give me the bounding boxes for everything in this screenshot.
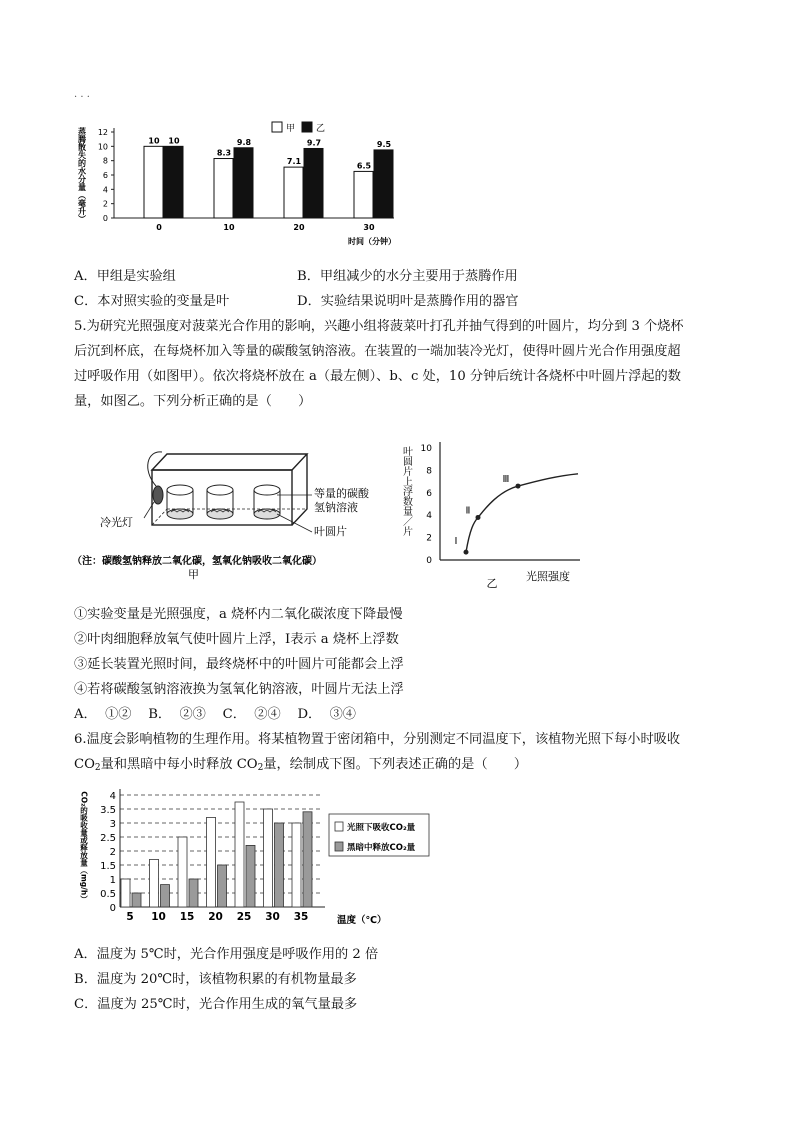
q6-co2-b-sub: 2 bbox=[257, 763, 264, 773]
top-mark: · · · bbox=[74, 92, 90, 103]
solution-label-1: 等量的碳酸 bbox=[314, 487, 369, 500]
chart3-x-tick-label: 25 bbox=[236, 911, 252, 923]
chart1-data-label: 10 bbox=[148, 136, 160, 146]
curve-ytick-label: 4 bbox=[426, 511, 432, 522]
chart1-x-tick-label: 0 bbox=[156, 223, 162, 232]
chart3-bar bbox=[235, 802, 244, 907]
chart3-ytick-label: 2.5 bbox=[100, 833, 116, 844]
q5-statement-4: ④若将碳酸氢钠溶液换为氢氧化钠溶液，叶圆片无法上浮 bbox=[74, 682, 404, 697]
curve-point-label: Ⅱ bbox=[465, 505, 471, 517]
chart1-ytick-label: 8 bbox=[102, 156, 108, 166]
chart3-legend-label: 光照下吸收CO₂量 bbox=[347, 823, 416, 833]
chart3-x-tick-label: 5 bbox=[126, 911, 134, 923]
q5-stem-line-2: 后沉到杯底，在每烧杯加入等量的碳酸氢钠溶液。在装置的一端加装冷光灯，使得叶圆片光合作用强度超 bbox=[74, 344, 681, 359]
curve-figure-yi bbox=[398, 428, 598, 590]
chart1-bar-乙 bbox=[164, 146, 183, 218]
chart1-legend-yi: 乙 bbox=[316, 124, 326, 134]
chart3-ytick-label: 3.5 bbox=[100, 805, 116, 816]
chart3-bar bbox=[161, 885, 170, 907]
curve-point bbox=[464, 550, 469, 555]
beaker-a bbox=[167, 485, 193, 519]
chart1-x-tick-label: 20 bbox=[293, 223, 305, 232]
q5-statement-3: ③延长装置光照时间，最终烧杯中的叶圆片可能都会上浮 bbox=[74, 657, 404, 672]
curve-point-label: Ⅲ bbox=[502, 474, 510, 486]
chart1-data-label: 9.5 bbox=[376, 139, 392, 149]
chart3-x-tick-label: 20 bbox=[208, 911, 223, 923]
beaker-b bbox=[207, 485, 233, 519]
q4-option-a[interactable]: A．甲组是实验组 bbox=[74, 269, 176, 284]
chart1-ytick-label: 12 bbox=[97, 128, 108, 137]
box-side bbox=[292, 454, 307, 525]
q5-stem-line-1: 5.为研究光照强度对菠菜光合作用的影响，兴趣小组将菠菜叶打孔并抽气得到的叶圆片，均分到 3 个烧杯 bbox=[74, 319, 684, 334]
chart1-data-label: 7.1 bbox=[286, 157, 302, 167]
q6-stem-line-2 bbox=[74, 753, 527, 773]
curve-point-label: Ⅰ bbox=[454, 536, 458, 548]
chart3-ytick-label: 0 bbox=[109, 903, 116, 914]
cold-lamp bbox=[153, 486, 163, 504]
q4-option-d[interactable]: D．实验结果说明叶是蒸腾作用的器官 bbox=[297, 294, 519, 309]
chart3-legend-swatch bbox=[335, 842, 343, 851]
chart1-ytick-label: 10 bbox=[97, 142, 108, 152]
chart1-ylabel: 蒸腾散失的水分量（毫升） bbox=[77, 127, 87, 223]
chart3-x-tick-label: 15 bbox=[179, 911, 195, 923]
q4-option-c[interactable]: C．本对照实验的变量是叶 bbox=[74, 294, 230, 309]
chart1-bar-甲 bbox=[284, 167, 303, 218]
chart3-x-tick-label: 30 bbox=[265, 911, 280, 923]
curve-xlabel: 光照强度 bbox=[526, 570, 570, 583]
chart1-legend-swatch-yi bbox=[302, 122, 312, 132]
curve-ytick-label: 6 bbox=[426, 488, 432, 499]
curve-ylabel: 叶圆片上浮数量／片 bbox=[400, 446, 412, 536]
curve-point bbox=[476, 515, 481, 520]
chart1-ytick-label: 2 bbox=[102, 199, 108, 209]
chart1-data-label: 9.7 bbox=[306, 138, 322, 148]
apparatus-note: （注：碳酸氢钠释放二氧化碳，氢氧化钠吸收二氧化碳） bbox=[72, 556, 322, 567]
chart1-ytick-label: 0 bbox=[102, 214, 108, 223]
chart3-x-tick-label: 10 bbox=[151, 911, 166, 923]
chart1-legend-jia: 甲 bbox=[286, 124, 296, 134]
chart1-data-label: 9.8 bbox=[236, 137, 252, 147]
q6-co2-a-sub: 2 bbox=[94, 763, 101, 773]
chart1-ytick-label: 6 bbox=[102, 171, 108, 180]
chart1-data-label: 8.3 bbox=[216, 148, 232, 158]
chart3-bar bbox=[303, 812, 312, 907]
apparatus-figure-jia bbox=[72, 440, 392, 580]
chart3-bar bbox=[189, 879, 198, 907]
lamp-label: 冷光灯 bbox=[100, 516, 133, 529]
curve-ytick-label: 10 bbox=[420, 444, 432, 454]
chart3-ytick-label: 4 bbox=[109, 791, 116, 802]
chart3-bar bbox=[121, 879, 130, 907]
box-hidden-edge bbox=[152, 509, 167, 525]
co2-bar-chart bbox=[72, 782, 432, 932]
q4-option-b[interactable]: B．甲组减少的水分主要用于蒸腾作用 bbox=[297, 269, 518, 284]
q6-stem-line-1: 6.温度会影响植物的生理作用。将某植物置于密闭箱中，分别测定不同温度下，该植物光照下每小时吸收 bbox=[74, 732, 681, 747]
curve-line bbox=[466, 474, 578, 552]
chart3-bar bbox=[264, 809, 273, 907]
chart3-bar bbox=[218, 865, 227, 907]
chart3-xlabel: 温度（℃） bbox=[337, 915, 387, 926]
chart1-bar-甲 bbox=[144, 146, 163, 218]
transpiration-bar-chart bbox=[72, 108, 402, 248]
chart1-legend-swatch-jia bbox=[272, 122, 282, 132]
chart1-bar-乙 bbox=[374, 150, 393, 218]
chart3-bar bbox=[207, 817, 216, 907]
chart1-bar-乙 bbox=[304, 148, 323, 218]
chart3-ytick-label: 1 bbox=[109, 875, 116, 886]
figure-jia-caption: 甲 bbox=[188, 568, 199, 580]
chart3-bar bbox=[292, 823, 301, 907]
chart1-bar-甲 bbox=[354, 171, 373, 218]
chart1-x-tick-label: 30 bbox=[363, 223, 375, 232]
q5-stem-line-3: 过呼吸作用（如图甲）。依次将烧杯放在 a（最左侧）、b、c 处，10 分钟后统计各烧杯中叶圆片浮起的数 bbox=[74, 369, 681, 384]
chart3-bar bbox=[275, 823, 284, 907]
q6-stem-end: 量，绘制成下图。下列表述正确的是（ ） bbox=[263, 757, 528, 772]
beaker-c bbox=[254, 485, 280, 519]
q6-stem-mid: 量和黑暗中每小时释放 CO bbox=[100, 757, 258, 772]
chart1-ytick-label: 4 bbox=[102, 185, 108, 195]
chart1-x-tick-label: 10 bbox=[223, 223, 235, 232]
chart3-bar bbox=[246, 845, 255, 907]
chart2-group bbox=[401, 442, 581, 590]
chart3-legend-label: 黑暗中释放CO₂量 bbox=[347, 843, 416, 853]
leaf-leader bbox=[277, 514, 312, 532]
lamp-wire bbox=[148, 452, 162, 486]
chart3-bar bbox=[178, 837, 187, 907]
leaf-label: 叶圆片 bbox=[314, 525, 347, 538]
chart3-x-tick-label: 35 bbox=[293, 911, 309, 923]
solution-label-2: 氢钠溶液 bbox=[314, 501, 358, 514]
curve-ytick-label: 2 bbox=[426, 533, 432, 544]
q6-co2-a: CO bbox=[74, 757, 95, 772]
chart1-bar-甲 bbox=[214, 159, 233, 218]
q5-statement-1: ①实验变量是光照强度，a 烧杯内二氧化碳浓度下降最慢 bbox=[74, 607, 403, 622]
curve-ytick-label: 0 bbox=[426, 556, 432, 566]
chart3-bar bbox=[150, 859, 159, 907]
chart1-data-label: 6.5 bbox=[356, 161, 372, 171]
chart3-group bbox=[79, 789, 429, 926]
q6-option-a[interactable]: A．温度为 5℃时，光合作用强度是呼吸作用的 2 倍 bbox=[74, 947, 379, 962]
chart3-ytick-label: 1.5 bbox=[100, 861, 116, 872]
q6-option-b[interactable]: B．温度为 20℃时，该植物积累的有机物量最多 bbox=[74, 972, 357, 987]
chart1-xlabel: 时间（分钟） bbox=[348, 237, 396, 246]
chart1-bar-乙 bbox=[234, 148, 253, 218]
chart3-ytick-label: 2 bbox=[109, 847, 116, 858]
chart3-bar bbox=[132, 893, 141, 907]
curve-ytick-label: 8 bbox=[426, 466, 432, 477]
q5-statement-2: ②叶肉细胞释放氧气使叶圆片上浮，Ⅰ表示 a 烧杯上浮数 bbox=[74, 632, 399, 647]
chart3-legend-swatch bbox=[335, 822, 343, 831]
chart3-ytick-label: 0.5 bbox=[100, 889, 116, 900]
curve-caption: 乙 bbox=[486, 577, 498, 590]
chart3-ytick-label: 3 bbox=[109, 819, 116, 830]
chart1-group bbox=[78, 122, 397, 246]
curve-point bbox=[516, 484, 521, 489]
chart3-ylabel: CO₂的吸收量或释放量（mg/h） bbox=[79, 791, 89, 903]
chart1-data-label: 10 bbox=[168, 136, 180, 146]
q6-option-c[interactable]: C．温度为 25℃时，光合作用生成的氧气量最多 bbox=[74, 997, 358, 1012]
q5-choices[interactable]: A． ①② B． ②③ C． ②④ D． ③④ bbox=[74, 707, 356, 722]
q5-stem-line-4: 量，如图乙。下列分析正确的是（ ） bbox=[74, 394, 312, 409]
box-top bbox=[152, 454, 307, 470]
